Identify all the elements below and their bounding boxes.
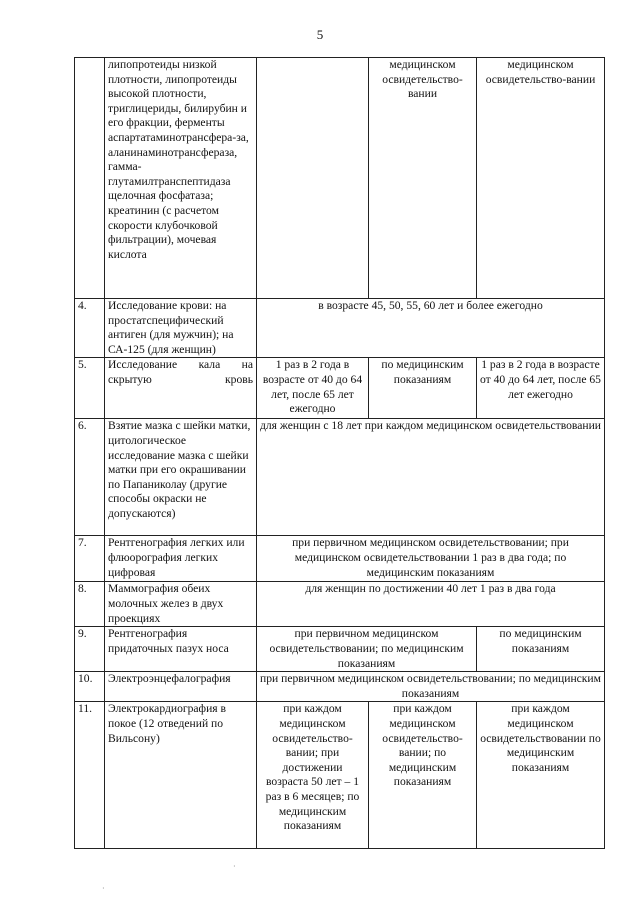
schedule-merged-cell: для женщин с 18 лет при каждом медицинском освидетельствовании bbox=[257, 419, 605, 536]
page-number: 5 bbox=[316, 27, 324, 42]
row-number-cell: 8. bbox=[75, 582, 105, 627]
schedule-merged-cell: при первичном медицинском освидетельствовании; при медицинском освидетельствовании 1 раз в два года; по медицинским показаниям bbox=[257, 536, 605, 582]
schedule-col4-cell: медицинском освидетельство-вании bbox=[477, 58, 605, 299]
table-row bbox=[75, 358, 605, 419]
procedure-name-cell: Электроэнцефалография bbox=[105, 672, 257, 702]
table-row bbox=[75, 419, 605, 536]
schedule-col3-cell: по медицинским показаниям bbox=[369, 358, 477, 419]
row-number-cell: 7. bbox=[75, 536, 105, 582]
schedule-col3-cell: при каждом медицинском освидетельство-вании; по медицинским показаниям bbox=[369, 702, 477, 849]
row-number-cell: 4. bbox=[75, 299, 105, 358]
schedule-col4-cell: по медицинским показаниям bbox=[477, 627, 605, 672]
procedure-name-cell: Электрокардиография в покое (12 отведений по Вильсону) bbox=[105, 702, 257, 849]
row-number-cell bbox=[75, 58, 105, 299]
table-row bbox=[75, 702, 605, 849]
schedule-col4-cell: при каждом медицинском освидетельствовании по медицинским показаниям bbox=[477, 702, 605, 849]
row-number-cell: 9. bbox=[75, 627, 105, 672]
table-row bbox=[75, 536, 605, 582]
scan-artifact: · bbox=[233, 862, 236, 871]
procedure-name-cell: Рентгенография придаточных пазух носа bbox=[105, 627, 257, 672]
table-row bbox=[75, 582, 605, 627]
schedule-col2-cell: при каждом медицинском освидетельство-вании; при достижении возраста 50 лет – 1 раз в 6 месяцев; по медицинским показаниям bbox=[257, 702, 369, 849]
schedule-col23-merged-cell: при первичном медицинском освидетельствовании; по медицинским показаниям bbox=[257, 627, 477, 672]
procedure-name-cell: Рентгенография легких или флюорография легких цифровая bbox=[105, 536, 257, 582]
schedule-merged-cell: для женщин по достижении 40 лет 1 раз в два года bbox=[257, 582, 605, 627]
procedure-name-cell: Маммография обеих молочных желез в двух проекциях bbox=[105, 582, 257, 627]
table-row bbox=[75, 672, 605, 702]
row-number-cell: 6. bbox=[75, 419, 105, 536]
schedule-col3-cell: медицинском освидетельство-вании bbox=[369, 58, 477, 299]
schedule-merged-cell: в возрасте 45, 50, 55, 60 лет и более ежегодно bbox=[257, 299, 605, 358]
procedure-name-cell: Исследование крови: на простатспецифический антиген (для мужчин); на СА-125 (для женщин) bbox=[105, 299, 257, 358]
row-number-cell: 11. bbox=[75, 702, 105, 849]
schedule-col2-cell bbox=[257, 58, 369, 299]
scan-artifact: · bbox=[102, 884, 105, 893]
table-row bbox=[75, 58, 605, 299]
schedule-col2-cell: 1 раз в 2 года в возрасте от 40 до 64 лет, после 65 лет ежегодно bbox=[257, 358, 369, 419]
table-row bbox=[75, 627, 605, 672]
medical-examination-table bbox=[74, 57, 605, 849]
procedure-name-cell: Исследование кала на скрытую кровь bbox=[105, 358, 257, 419]
schedule-merged-cell: при первичном медицинском освидетельствовании; по медицинским показаниям bbox=[257, 672, 605, 702]
row-number-cell: 5. bbox=[75, 358, 105, 419]
row-number-cell: 10. bbox=[75, 672, 105, 702]
table-row bbox=[75, 299, 605, 358]
procedure-name-cell: Взятие мазка с шейки матки, цитологическое исследование мазка с шейки матки при его окрашивании по Папаниколау (другие способы окраски не допускаются) bbox=[105, 419, 257, 536]
schedule-col4-cell: 1 раз в 2 года в возрасте от 40 до 64 лет, после 65 лет ежегодно bbox=[477, 358, 605, 419]
procedure-name-cell: липопротеиды низкой плотности, липопротеиды высокой плотности, триглицериды, билирубин и его фракции, ферменты аспартатаминотрансфера-за, аланинаминотрансфераза, гамма-глутамилтранспептидаза щелочная фосфатаза; креатинин (с расчетом скорости клубочковой фильтрации), мочевая кислота bbox=[105, 58, 257, 299]
